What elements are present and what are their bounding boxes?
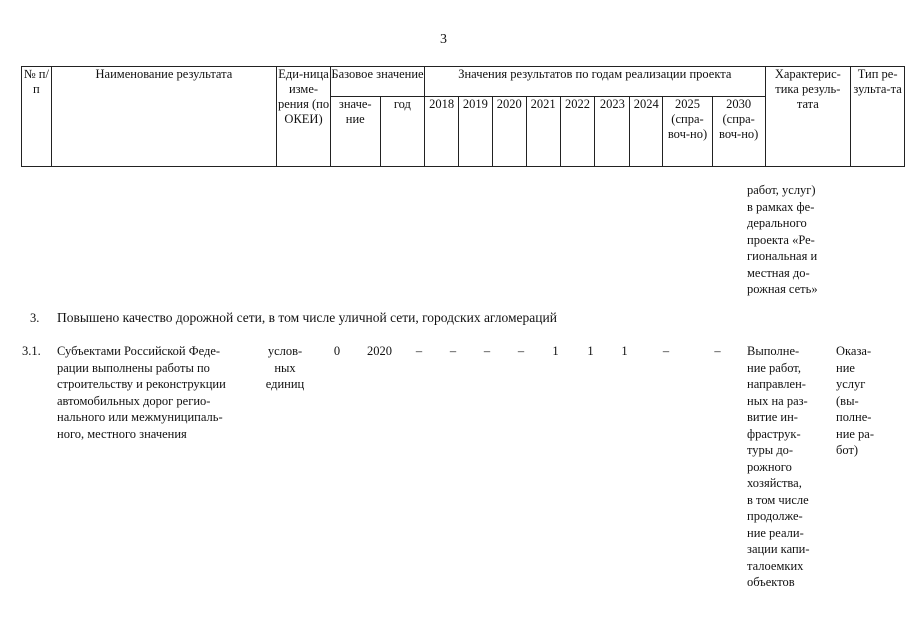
text-line: в том числе [747, 492, 809, 507]
text-line: услуг [836, 377, 866, 391]
header-num: № п/п [22, 67, 52, 167]
text-line: объектов [747, 575, 795, 589]
text-line: нального или межмуниципаль- [57, 410, 223, 424]
text-line: (вы- [836, 393, 859, 408]
header-year: 2022 [560, 97, 595, 167]
header-year: 2023 [595, 97, 630, 167]
text-line: Субъектами Российской Феде- [57, 344, 221, 358]
header-values-title: Значения результатов по годам реализации проекта [425, 67, 765, 97]
header-year: 2019 [459, 97, 493, 167]
value-2023: 1 [587, 344, 594, 358]
continuation-text [747, 182, 832, 298]
text-line: местная до- [747, 265, 810, 280]
text-line: автомобильных дорог регио- [57, 393, 211, 408]
text-line: продолже- [747, 509, 803, 523]
text-line: дерального [747, 216, 807, 230]
value-2025: – [662, 344, 670, 358]
text-line: ние ра- [836, 426, 875, 441]
value-2020: – [483, 344, 491, 358]
value-2019: – [449, 344, 457, 358]
text-line: бот) [836, 443, 859, 457]
section-title: Повышено качество дорожной сети, в том числе уличной сети, городских агломераций [57, 310, 557, 325]
header-name: Наименование результата [51, 67, 276, 167]
header-type: Тип ре-зульта-та [851, 67, 905, 167]
text-line: строительству и реконструкции [57, 377, 226, 391]
text-line: ного, местного значения [57, 426, 187, 441]
text-line: работ, услуг) [747, 183, 816, 197]
page-number: 3 [440, 32, 447, 47]
value-2024: 1 [621, 344, 628, 358]
text-line: ние работ, [747, 360, 801, 375]
header-unit: Еди-ница изме-рения (по ОКЕИ) [277, 67, 331, 167]
text-line: услов- [267, 344, 303, 358]
value-2022: 1 [552, 344, 559, 358]
base-year: 2020 [367, 344, 392, 358]
value-2018: – [415, 344, 423, 358]
header-base-year: год [380, 97, 425, 167]
text-line: гиональная и [747, 249, 818, 263]
text-line: фраструк- [747, 426, 801, 441]
text-line: рации выполнены работы по [57, 360, 210, 375]
base-value: 0 [333, 344, 341, 358]
header-char: Характерис-тика резуль-тата [765, 67, 851, 167]
value-2030: – [714, 344, 721, 358]
result-name [57, 343, 253, 442]
text-line: талоемких [747, 558, 804, 573]
text-line: единиц [265, 377, 305, 391]
header-year: 2024 [630, 97, 663, 167]
header-year: 2020 [492, 97, 526, 167]
text-line: ных на раз- [747, 393, 808, 408]
header-base: Базовое значение [330, 67, 424, 97]
text-line: ние реали- [747, 525, 804, 540]
text-line: туры до- [747, 443, 794, 457]
result-characteristic [747, 343, 832, 591]
header-year-2025: 2025 (спра-воч-но) [663, 97, 713, 167]
text-line: Оказа- [836, 344, 872, 358]
text-line: зации капи- [747, 542, 810, 556]
section-number: 3. [30, 311, 40, 325]
text-line: рожного [747, 459, 792, 474]
row-number: 3.1. [22, 344, 41, 358]
header-year-2030: 2030 (спра-воч-но) [712, 97, 765, 167]
text-line: направлен- [747, 377, 806, 391]
value-2021: – [517, 344, 525, 358]
text-line: ние [836, 360, 855, 375]
text-line: проекта «Ре- [747, 232, 815, 247]
text-line: ных [274, 360, 296, 375]
text-line: витие ин- [747, 410, 798, 424]
header-base-value: значе-ние [330, 97, 380, 167]
text-line: полне- [836, 410, 872, 424]
text-line: хозяйства, [747, 476, 802, 490]
text-line: Выполне- [747, 344, 800, 358]
text-line: в рамках фе- [747, 199, 815, 214]
unit-cell [258, 343, 312, 393]
text-line: рожная сеть» [747, 282, 818, 296]
table-header [21, 66, 905, 167]
result-type [836, 343, 890, 459]
header-year: 2018 [425, 97, 459, 167]
header-year: 2021 [526, 97, 560, 167]
